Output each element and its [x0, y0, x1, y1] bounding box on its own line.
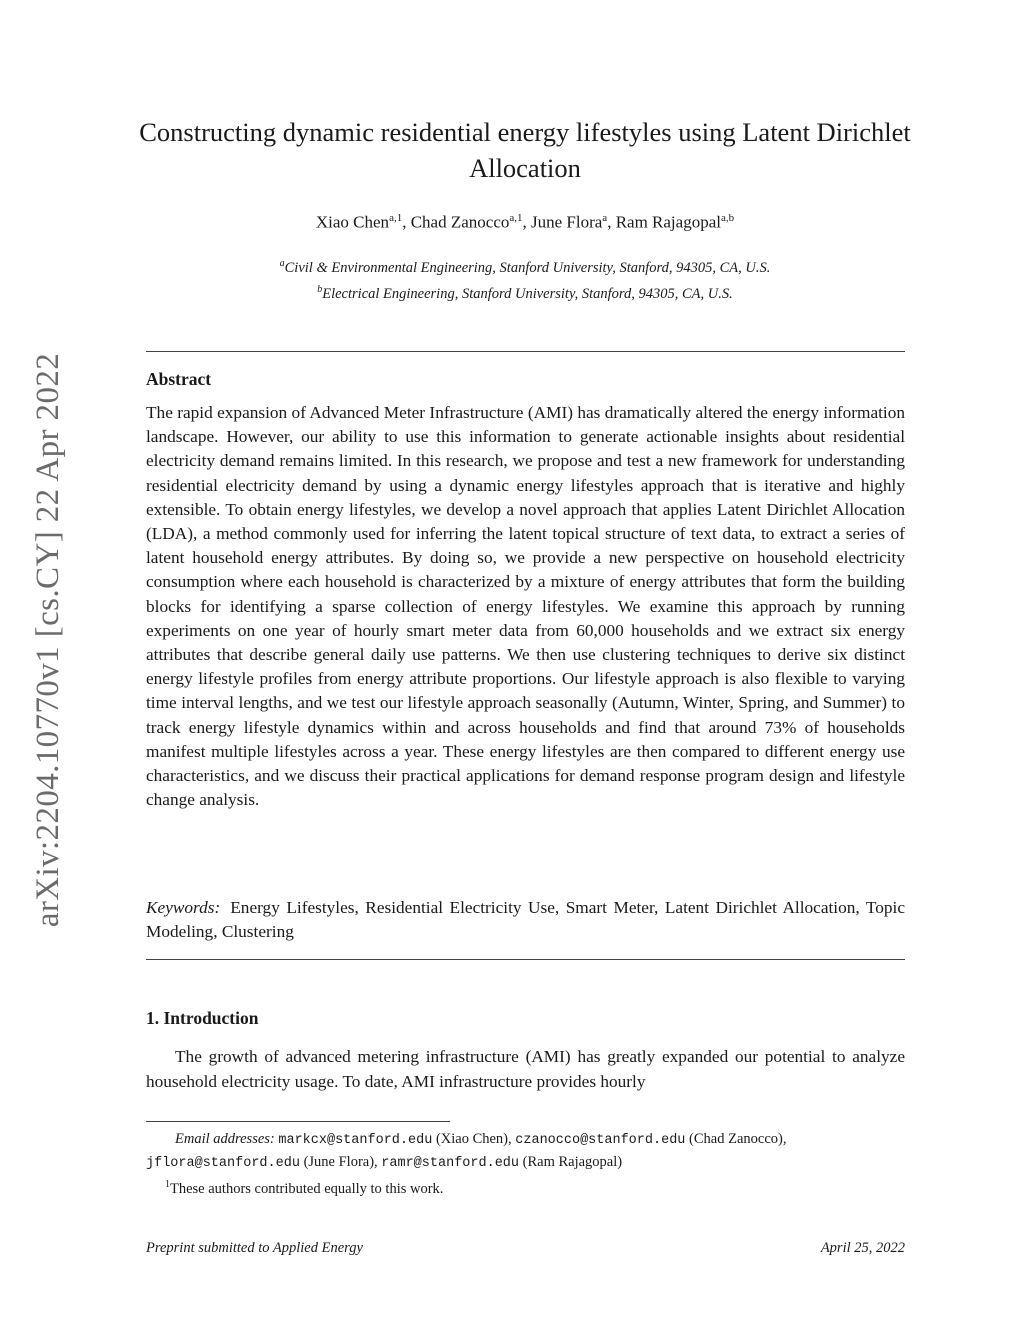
- abstract-text: The rapid expansion of Advanced Meter Infrastructure (AMI) has dramatically altered the energy information landscape. However, our ability to use this information to generate actionable insights about residential electricity demand remains limited. In this research, we propose and test a new framework for understanding residential electricity demand by using a dynamic energy lifestyles approach that is iterative and highly extensible. To obtain energy lifestyles, we develop a novel approach that applies Latent Dirichlet Allocation (LDA), a method commonly used for inferring the latent topical structure of text data, to extract a series of latent household energy attributes. By doing so, we provide a new perspective on household electricity consumption where each household is characterized by a mixture of energy attributes that form the building blocks for identifying a sparse collection of energy lifestyles. We examine this approach by running experiments on one year of hourly smart meter data from 60,000 households and we extract six energy attributes that describe general daily use patterns. We then use clustering techniques to derive six distinct energy lifestyle profiles from energy attribute proportions. Our lifestyle approach is also flexible to varying time interval lengths, and we test our lifestyle approach seasonally (Autumn, Winter, Spring, and Summer) to track energy lifestyle dynamics within and across households and find that around 73% of households manifest multiple lifestyles across a year. These energy lifestyles are then compared to different energy use characteristics, and we discuss their practical applications for demand response program design and lifestyle change analysis.: [146, 403, 905, 810]
- author-affiliation-mark: a,1: [389, 212, 403, 224]
- abstract-top-rule: [146, 351, 905, 352]
- affiliations: [130, 253, 920, 305]
- email-address[interactable]: jflora@stanford.edu: [146, 1155, 300, 1171]
- email-address[interactable]: markcx@stanford.edu: [278, 1133, 433, 1148]
- keywords-label: Keywords:: [146, 898, 221, 917]
- abstract-heading: Abstract: [146, 369, 212, 389]
- affiliation-line: $^b$Electrical Engineering, Stanford University, Stanford, 94305, CA, U.S.: [317, 283, 733, 302]
- email-footnote: Email addresses: markcx@stanford.edu (Xiao Chen), czanocco@stanford.edu (Chad Zanocco), jflora@stanford.edu (June Flora), ramr@stanford.edu (Ram Rajagopal): [146, 1131, 787, 1171]
- author-name: Ram Rajagopal: [615, 212, 721, 232]
- author-name: Xiao Chen: [315, 212, 390, 232]
- keywords-text: Energy Lifestyles, Residential Electricity Use, Smart Meter, Latent Dirichlet Allocation, Topic Modeling, Clustering: [146, 898, 905, 942]
- footnotes: [146, 1129, 905, 1200]
- keywords: [146, 896, 905, 944]
- abstract-bottom-rule: [146, 959, 905, 960]
- paper-title: Constructing dynamic residential energy lifestyles using Latent Dirichlet Allocation: [139, 117, 911, 183]
- author-list: Xiao Chen$^{a,1}$, Chad Zanocco$^{a,1}$, June Flora$^a$, Ram Rajagopal$^{a,b}$: [315, 212, 735, 232]
- email-address[interactable]: ramr@stanford.edu: [381, 1155, 520, 1171]
- author-name: Chad Zanocco: [410, 212, 510, 232]
- author-name: June Flora: [531, 212, 603, 232]
- arxiv-identifier: arXiv:2204.10770v1 [cs.CY] 22 Apr 2022: [30, 352, 66, 928]
- footer-journal: Preprint submitted to Applied Energy: [146, 1240, 363, 1256]
- author-affiliation-mark: a,b: [720, 212, 735, 224]
- affiliation-line: $^a$Civil & Environmental Engineering, Stanford University, Stanford, 94305, CA, U.S.: [279, 258, 771, 276]
- email-address[interactable]: czanocco@stanford.edu: [515, 1133, 686, 1148]
- email-label: Email addresses:: [175, 1131, 275, 1147]
- author-affiliation-mark: a: [602, 212, 608, 224]
- introduction-text: The growth of advanced metering infrastructure (AMI) has greatly expanded our potential to analyze household electricity usage. To date, AMI infrastructure provides hourly: [146, 1047, 905, 1091]
- footer-date: April 25, 2022: [820, 1240, 905, 1256]
- footnote-rule: [146, 1121, 450, 1122]
- author-affiliation-mark: a,1: [509, 212, 523, 224]
- section-heading-introduction: 1. Introduction: [146, 1008, 259, 1028]
- equal-contribution-footnote: $^1$These authors contributed equally to this work.: [165, 1179, 444, 1197]
